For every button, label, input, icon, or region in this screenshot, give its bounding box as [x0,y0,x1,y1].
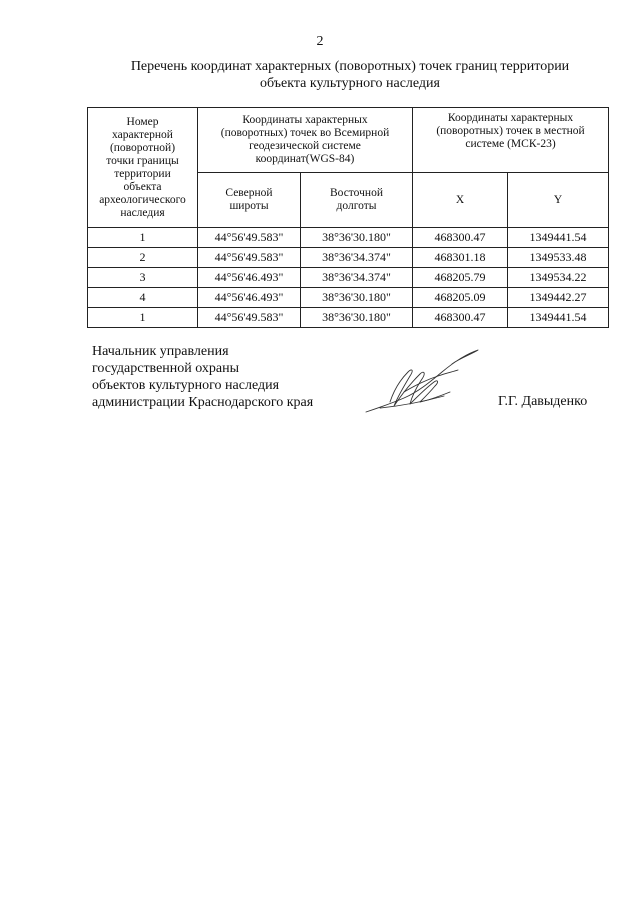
cell-east: 38°36'34.374" [301,248,413,268]
document-title [90,58,610,92]
header-point-number: Номер характерной (поворотной) точки границы территории объекта археологического наследия [88,108,198,228]
cell-y: 1349534.22 [508,268,609,288]
table-row [88,228,609,248]
cell-point: 2 [88,248,198,268]
cell-x: 468300.47 [413,228,508,248]
cell-point: 3 [88,268,198,288]
cell-x: 468205.09 [413,288,508,308]
cell-x: 468300.47 [413,308,508,328]
title-line-2: объекта культурного наследия [260,76,440,91]
cell-north: 44°56'49.583" [198,228,301,248]
cell-east: 38°36'30.180" [301,228,413,248]
cell-north: 44°56'46.493" [198,288,301,308]
table-row [88,288,609,308]
table-row [88,248,609,268]
cell-point: 1 [88,308,198,328]
table-row [88,268,609,288]
header-x: X [413,173,508,228]
cell-point: 1 [88,228,198,248]
cell-x: 468301.18 [413,248,508,268]
cell-east: 38°36'30.180" [301,288,413,308]
signatory-position [92,343,313,411]
header-north-latitude: Северной широты [198,173,301,228]
cell-y: 1349441.54 [508,308,609,328]
table-row [88,308,609,328]
cell-east: 38°36'30.180" [301,308,413,328]
cell-point: 4 [88,288,198,308]
position-line: объектов культурного наследия [92,378,280,393]
position-line: администрации Краснодарского края [92,395,314,410]
position-line: государственной охраны [92,361,240,376]
signer-name: Г.Г. Давыденко [498,394,588,409]
header-wgs84-group: Координаты характерных (поворотных) точек во Всемирной геодезической системе координат(WGS-84) [198,108,413,173]
cell-north: 44°56'49.583" [198,248,301,268]
coordinates-table [87,107,609,328]
cell-north: 44°56'46.493" [198,268,301,288]
cell-y: 1349442.27 [508,288,609,308]
handwritten-signature [360,346,485,418]
title-line-1: Перечень координат характерных (поворотных) точек границ территории [130,59,570,74]
page-number: 2 [316,34,324,49]
table-header-row [88,108,609,173]
cell-north: 44°56'49.583" [198,308,301,328]
cell-y: 1349441.54 [508,228,609,248]
cell-x: 468205.79 [413,268,508,288]
position-line: Начальник управления [92,344,229,359]
header-msk23-group: Координаты характерных (поворотных) точек в местной системе (МСК-23) [413,108,609,173]
cell-y: 1349533.48 [508,248,609,268]
header-east-longitude: Восточной долготы [301,173,413,228]
header-y: Y [508,173,609,228]
cell-east: 38°36'34.374" [301,268,413,288]
